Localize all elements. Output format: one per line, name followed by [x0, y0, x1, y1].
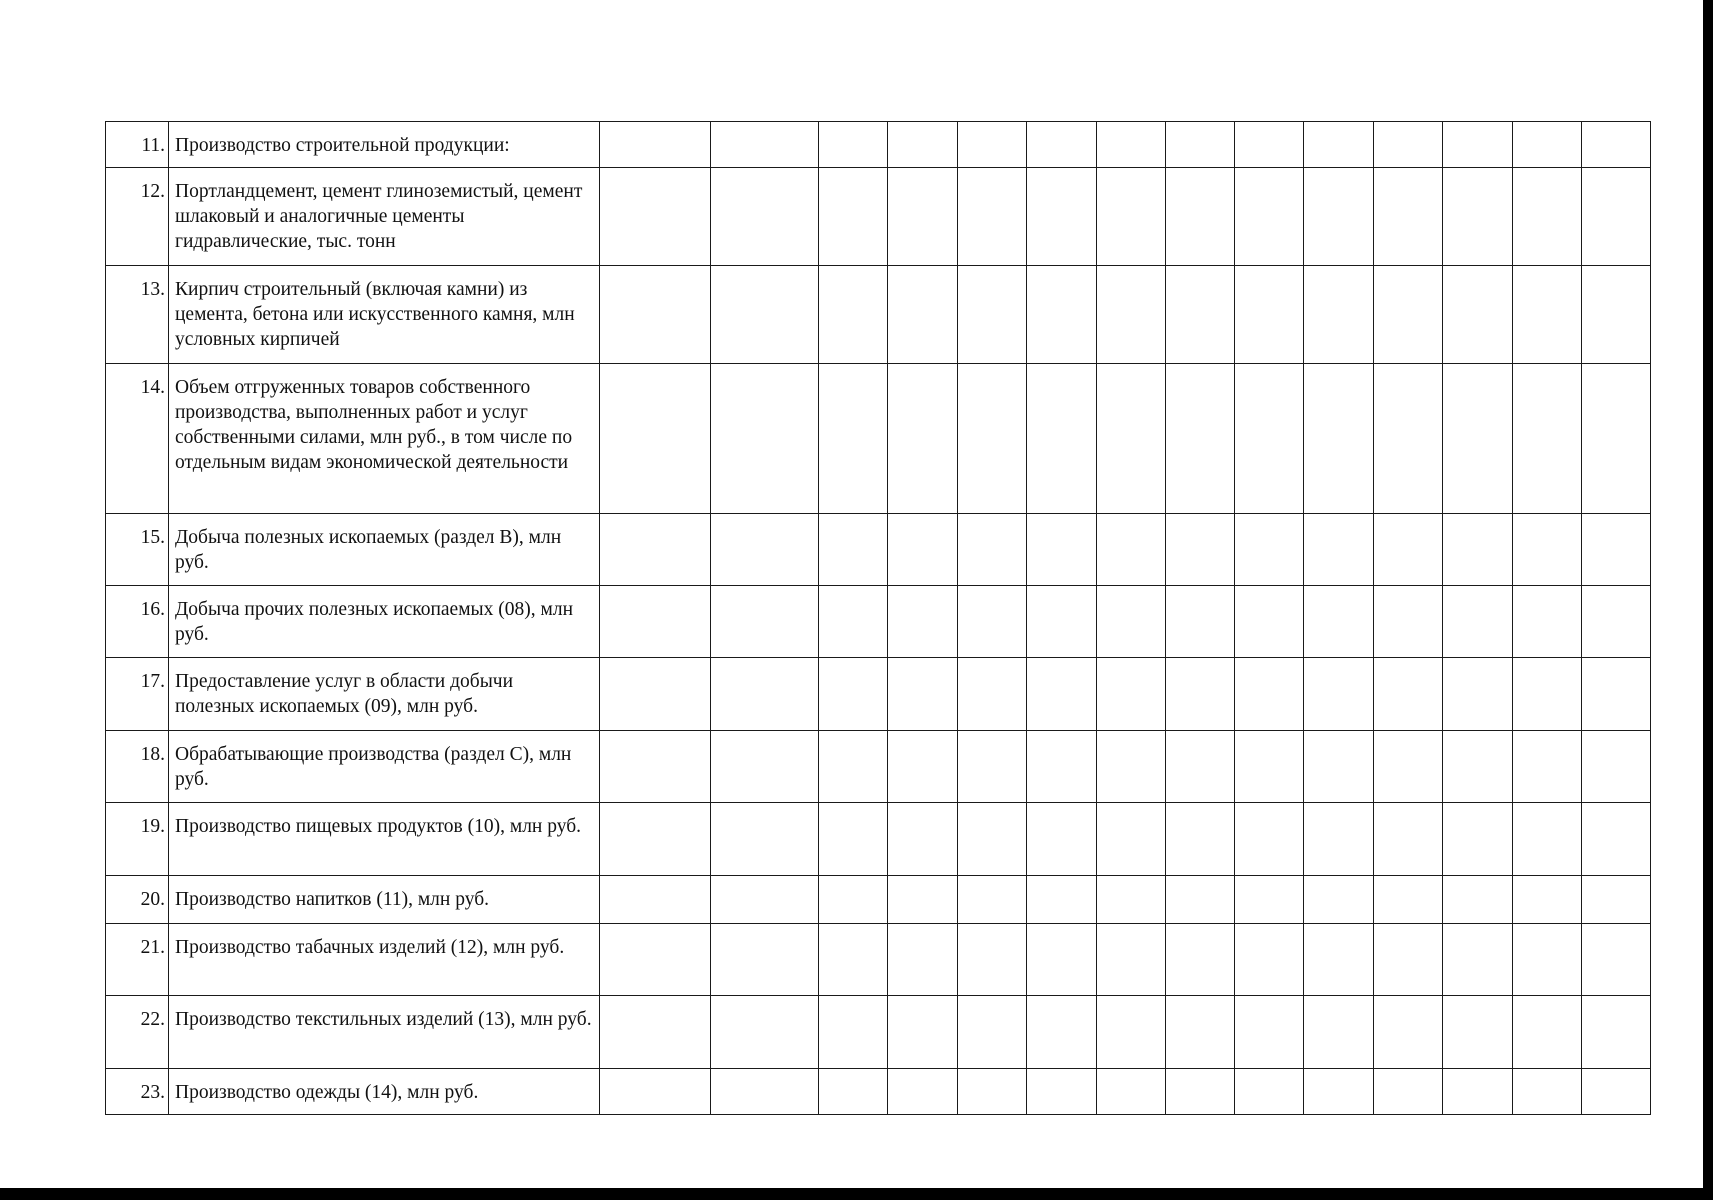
value-cell: [1027, 586, 1097, 658]
value-cell: [958, 996, 1027, 1069]
value-cell: [1374, 731, 1443, 803]
value-cell: [1513, 876, 1582, 924]
value-cell: [1235, 731, 1304, 803]
table-row: [106, 996, 1651, 1069]
row-label: Производство пищевых продуктов (10), млн руб.: [169, 803, 600, 876]
value-cell: [600, 168, 711, 266]
value-cell: [1027, 996, 1097, 1069]
value-cell: [711, 266, 819, 364]
value-cell: [1582, 876, 1651, 924]
value-cell: [1097, 996, 1166, 1069]
row-label: Портландцемент, цемент глиноземистый, цемент шлаковый и аналогичные цементы гидравлические, тыс. тонн: [169, 168, 600, 266]
value-cell: [1166, 996, 1235, 1069]
value-cell: [1097, 514, 1166, 586]
value-cell: [1443, 122, 1513, 168]
value-cell: [888, 658, 958, 731]
value-cell: [711, 924, 819, 996]
value-cell: [711, 803, 819, 876]
value-cell: [711, 876, 819, 924]
value-cell: [1443, 168, 1513, 266]
table-row: [106, 514, 1651, 586]
value-cell: [819, 731, 888, 803]
value-cell: [1304, 122, 1374, 168]
value-cell: [1374, 514, 1443, 586]
value-cell: [600, 514, 711, 586]
row-number: 21.: [106, 924, 169, 996]
value-cell: [1097, 876, 1166, 924]
value-cell: [1027, 658, 1097, 731]
value-cell: [1304, 168, 1374, 266]
value-cell: [958, 586, 1027, 658]
value-cell: [600, 122, 711, 168]
table-row: [106, 266, 1651, 364]
value-cell: [1097, 803, 1166, 876]
value-cell: [711, 168, 819, 266]
value-cell: [1304, 996, 1374, 1069]
value-cell: [1582, 122, 1651, 168]
value-cell: [1582, 364, 1651, 514]
value-cell: [1304, 876, 1374, 924]
value-cell: [1374, 364, 1443, 514]
value-cell: [1443, 996, 1513, 1069]
value-cell: [711, 1069, 819, 1115]
value-cell: [888, 514, 958, 586]
value-cell: [1097, 731, 1166, 803]
value-cell: [1097, 168, 1166, 266]
value-cell: [1304, 924, 1374, 996]
table-row: [106, 658, 1651, 731]
indicators-table: [105, 121, 1651, 1115]
value-cell: [1304, 731, 1374, 803]
value-cell: [1374, 122, 1443, 168]
value-cell: [600, 658, 711, 731]
value-cell: [1097, 586, 1166, 658]
value-cell: [958, 514, 1027, 586]
value-cell: [600, 364, 711, 514]
value-cell: [888, 364, 958, 514]
value-cell: [1304, 803, 1374, 876]
value-cell: [958, 658, 1027, 731]
value-cell: [1235, 803, 1304, 876]
row-label: Производство табачных изделий (12), млн руб.: [169, 924, 600, 996]
value-cell: [958, 924, 1027, 996]
value-cell: [1166, 364, 1235, 514]
value-cell: [1097, 1069, 1166, 1115]
value-cell: [1027, 266, 1097, 364]
value-cell: [1374, 168, 1443, 266]
table-row: [106, 731, 1651, 803]
value-cell: [1304, 1069, 1374, 1115]
value-cell: [600, 1069, 711, 1115]
value-cell: [1027, 364, 1097, 514]
value-cell: [1235, 1069, 1304, 1115]
value-cell: [819, 266, 888, 364]
value-cell: [1582, 803, 1651, 876]
value-cell: [1513, 996, 1582, 1069]
value-cell: [1097, 924, 1166, 996]
row-number: 17.: [106, 658, 169, 731]
value-cell: [1443, 803, 1513, 876]
value-cell: [1166, 122, 1235, 168]
value-cell: [958, 266, 1027, 364]
value-cell: [600, 586, 711, 658]
row-number: 16.: [106, 586, 169, 658]
value-cell: [1235, 266, 1304, 364]
value-cell: [1513, 364, 1582, 514]
value-cell: [1513, 514, 1582, 586]
value-cell: [819, 1069, 888, 1115]
value-cell: [1374, 586, 1443, 658]
value-cell: [1097, 122, 1166, 168]
value-cell: [1304, 586, 1374, 658]
value-cell: [600, 731, 711, 803]
value-cell: [711, 996, 819, 1069]
value-cell: [888, 731, 958, 803]
value-cell: [1166, 803, 1235, 876]
value-cell: [1304, 364, 1374, 514]
value-cell: [1374, 876, 1443, 924]
value-cell: [1027, 924, 1097, 996]
value-cell: [1443, 731, 1513, 803]
row-number: 18.: [106, 731, 169, 803]
table-row: [106, 122, 1651, 168]
value-cell: [1582, 996, 1651, 1069]
value-cell: [958, 168, 1027, 266]
row-label: Производство напитков (11), млн руб.: [169, 876, 600, 924]
value-cell: [1235, 586, 1304, 658]
value-cell: [888, 168, 958, 266]
value-cell: [888, 586, 958, 658]
value-cell: [1374, 266, 1443, 364]
value-cell: [1235, 122, 1304, 168]
value-cell: [819, 924, 888, 996]
value-cell: [1582, 924, 1651, 996]
value-cell: [888, 924, 958, 996]
value-cell: [600, 996, 711, 1069]
value-cell: [1235, 364, 1304, 514]
row-label: Производство одежды (14), млн руб.: [169, 1069, 600, 1115]
table-row: [106, 364, 1651, 514]
value-cell: [1513, 266, 1582, 364]
value-cell: [958, 876, 1027, 924]
value-cell: [711, 364, 819, 514]
value-cell: [1027, 803, 1097, 876]
value-cell: [819, 803, 888, 876]
row-number: 11.: [106, 122, 169, 168]
value-cell: [1235, 876, 1304, 924]
value-cell: [600, 876, 711, 924]
value-cell: [1513, 658, 1582, 731]
value-cell: [819, 586, 888, 658]
value-cell: [958, 1069, 1027, 1115]
scan-edge-bottom: [0, 1188, 1713, 1200]
value-cell: [711, 122, 819, 168]
row-label: Предоставление услуг в области добычи полезных ископаемых (09), млн руб.: [169, 658, 600, 731]
value-cell: [1027, 168, 1097, 266]
value-cell: [1374, 1069, 1443, 1115]
value-cell: [958, 122, 1027, 168]
value-cell: [1513, 1069, 1582, 1115]
value-cell: [1582, 168, 1651, 266]
value-cell: [711, 731, 819, 803]
value-cell: [1443, 586, 1513, 658]
row-number: 22.: [106, 996, 169, 1069]
value-cell: [711, 514, 819, 586]
value-cell: [600, 924, 711, 996]
value-cell: [1513, 803, 1582, 876]
row-label: Производство текстильных изделий (13), млн руб.: [169, 996, 600, 1069]
value-cell: [711, 658, 819, 731]
value-cell: [1166, 168, 1235, 266]
value-cell: [1374, 996, 1443, 1069]
value-cell: [819, 364, 888, 514]
value-cell: [600, 266, 711, 364]
value-cell: [1582, 658, 1651, 731]
row-label: Добыча полезных ископаемых (раздел В), млн руб.: [169, 514, 600, 586]
value-cell: [1235, 168, 1304, 266]
value-cell: [958, 803, 1027, 876]
value-cell: [1166, 876, 1235, 924]
row-number: 14.: [106, 364, 169, 514]
row-label: Кирпич строительный (включая камни) из цемента, бетона или искусственного камня, млн условных кирпичей: [169, 266, 600, 364]
value-cell: [1235, 514, 1304, 586]
value-cell: [1443, 658, 1513, 731]
value-cell: [1374, 924, 1443, 996]
value-cell: [1166, 924, 1235, 996]
table-row: [106, 1069, 1651, 1115]
row-number: 20.: [106, 876, 169, 924]
value-cell: [1027, 731, 1097, 803]
value-cell: [1513, 731, 1582, 803]
value-cell: [888, 876, 958, 924]
value-cell: [1166, 1069, 1235, 1115]
value-cell: [1097, 266, 1166, 364]
table-body: [106, 122, 1651, 1115]
value-cell: [1027, 876, 1097, 924]
value-cell: [819, 876, 888, 924]
value-cell: [1304, 658, 1374, 731]
table-row: [106, 924, 1651, 996]
value-cell: [888, 122, 958, 168]
table-row: [106, 803, 1651, 876]
row-label: Производство строительной продукции:: [169, 122, 600, 168]
value-cell: [1097, 364, 1166, 514]
row-label: Объем отгруженных товаров собственного производства, выполненных работ и услуг собственными силами, млн руб., в том числе по отдельным видам экономической деятельности: [169, 364, 600, 514]
value-cell: [600, 803, 711, 876]
value-cell: [819, 514, 888, 586]
value-cell: [1443, 924, 1513, 996]
value-cell: [1513, 586, 1582, 658]
scan-edge-right: [1703, 0, 1713, 1200]
value-cell: [1443, 876, 1513, 924]
value-cell: [1374, 803, 1443, 876]
row-number: 19.: [106, 803, 169, 876]
value-cell: [1582, 586, 1651, 658]
value-cell: [958, 731, 1027, 803]
value-cell: [1166, 266, 1235, 364]
value-cell: [1166, 731, 1235, 803]
value-cell: [888, 803, 958, 876]
value-cell: [1374, 658, 1443, 731]
row-number: 23.: [106, 1069, 169, 1115]
value-cell: [1097, 658, 1166, 731]
value-cell: [888, 1069, 958, 1115]
row-label: Обрабатывающие производства (раздел С), млн руб.: [169, 731, 600, 803]
value-cell: [888, 996, 958, 1069]
row-number: 12.: [106, 168, 169, 266]
row-number: 15.: [106, 514, 169, 586]
value-cell: [1443, 266, 1513, 364]
table-row: [106, 168, 1651, 266]
value-cell: [819, 168, 888, 266]
value-cell: [888, 266, 958, 364]
value-cell: [1027, 1069, 1097, 1115]
value-cell: [1166, 514, 1235, 586]
value-cell: [958, 364, 1027, 514]
value-cell: [819, 996, 888, 1069]
row-label: Добыча прочих полезных ископаемых (08), млн руб.: [169, 586, 600, 658]
value-cell: [1443, 1069, 1513, 1115]
value-cell: [1582, 514, 1651, 586]
value-cell: [1513, 924, 1582, 996]
value-cell: [1027, 514, 1097, 586]
value-cell: [1513, 168, 1582, 266]
value-cell: [1235, 996, 1304, 1069]
row-number: 13.: [106, 266, 169, 364]
value-cell: [1235, 658, 1304, 731]
table-row: [106, 876, 1651, 924]
value-cell: [819, 658, 888, 731]
value-cell: [819, 122, 888, 168]
value-cell: [1166, 586, 1235, 658]
value-cell: [1235, 924, 1304, 996]
value-cell: [1443, 364, 1513, 514]
value-cell: [1304, 266, 1374, 364]
value-cell: [1582, 266, 1651, 364]
value-cell: [1513, 122, 1582, 168]
value-cell: [1443, 514, 1513, 586]
value-cell: [1166, 658, 1235, 731]
value-cell: [1027, 122, 1097, 168]
value-cell: [1304, 514, 1374, 586]
table-row: [106, 586, 1651, 658]
value-cell: [1582, 1069, 1651, 1115]
value-cell: [1582, 731, 1651, 803]
value-cell: [711, 586, 819, 658]
